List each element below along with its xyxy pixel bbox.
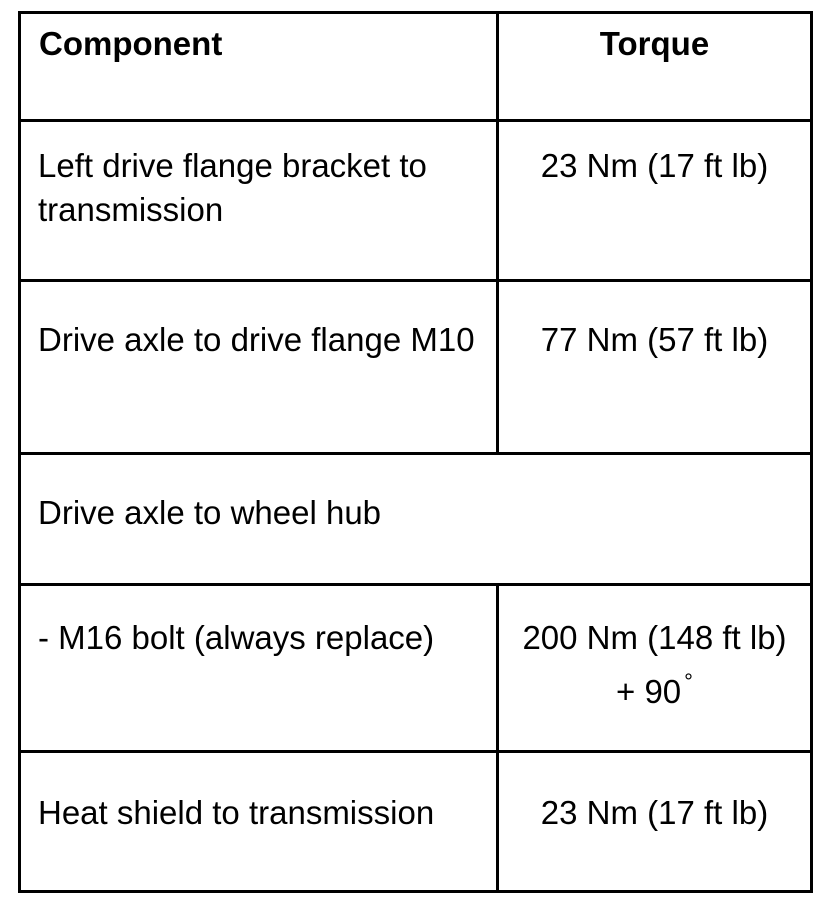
torque-cell [498, 585, 812, 752]
header-component: Component [20, 13, 498, 121]
section-heading-cell: Drive axle to wheel hub [20, 454, 812, 585]
component-cell: Left drive flange bracket to transmission [20, 121, 498, 281]
torque-cell: 23 Nm (17 ft lb) [498, 121, 812, 281]
table-row-section [20, 454, 812, 585]
torque-value: 200 Nm (148 ft lb) + 90 [522, 619, 787, 710]
torque-cell: 23 Nm (17 ft lb) [498, 752, 812, 892]
torque-cell: 77 Nm (57 ft lb) [498, 281, 812, 454]
degree-symbol: ° [684, 669, 693, 694]
component-cell: Drive axle to drive flange M10 [20, 281, 498, 454]
table-row [20, 121, 812, 281]
table-row [20, 281, 812, 454]
table-row [20, 752, 812, 892]
table-row [20, 585, 812, 752]
header-torque: Torque [498, 13, 812, 121]
component-cell: - M16 bolt (always replace) [20, 585, 498, 752]
torque-specification-table [18, 11, 813, 893]
table-header-row [20, 13, 812, 121]
component-cell: Heat shield to transmission [20, 752, 498, 892]
